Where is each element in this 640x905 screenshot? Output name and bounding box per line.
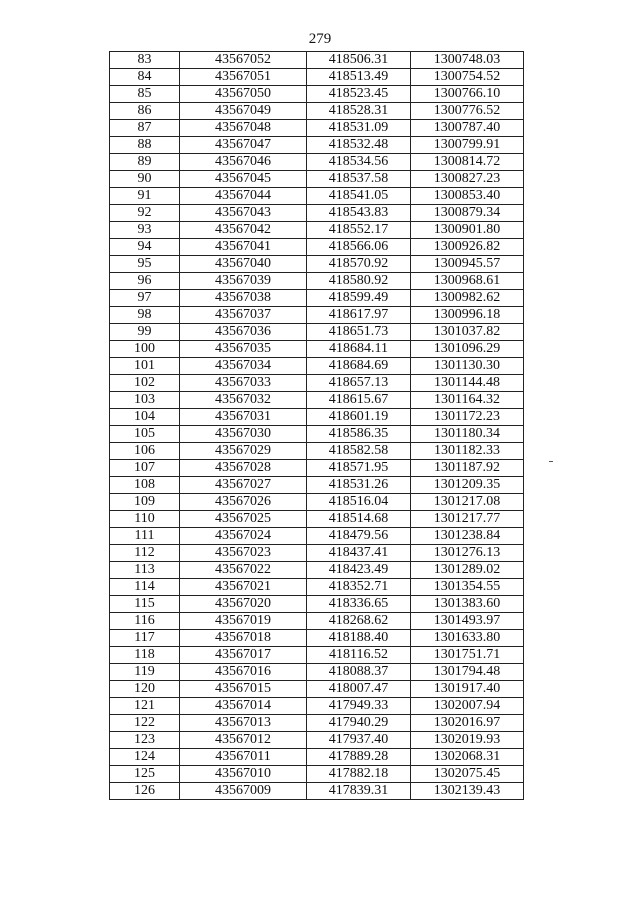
point-number-cell: 107 xyxy=(110,460,180,477)
margin-mark xyxy=(549,461,553,462)
point-id-cell: 43567037 xyxy=(180,307,307,324)
table-row xyxy=(110,460,524,477)
point-id-cell: 43567016 xyxy=(180,664,307,681)
table-row xyxy=(110,307,524,324)
table-row xyxy=(110,239,524,256)
point-id-cell: 43567046 xyxy=(180,154,307,171)
point-number-cell: 114 xyxy=(110,579,180,596)
y-coordinate-cell: 1301794.48 xyxy=(411,664,524,681)
x-coordinate-cell: 418088.37 xyxy=(307,664,411,681)
point-number-cell: 94 xyxy=(110,239,180,256)
x-coordinate-cell: 418570.92 xyxy=(307,256,411,273)
table-row xyxy=(110,137,524,154)
y-coordinate-cell: 1301217.77 xyxy=(411,511,524,528)
table-row xyxy=(110,732,524,749)
y-coordinate-cell: 1301172.23 xyxy=(411,409,524,426)
point-number-cell: 118 xyxy=(110,647,180,664)
point-id-cell: 43567027 xyxy=(180,477,307,494)
y-coordinate-cell: 1300799.91 xyxy=(411,137,524,154)
table-row xyxy=(110,715,524,732)
point-number-cell: 123 xyxy=(110,732,180,749)
point-id-cell: 43567045 xyxy=(180,171,307,188)
y-coordinate-cell: 1300901.80 xyxy=(411,222,524,239)
table-row xyxy=(110,188,524,205)
y-coordinate-cell: 1301917.40 xyxy=(411,681,524,698)
y-coordinate-cell: 1301217.08 xyxy=(411,494,524,511)
x-coordinate-cell: 418651.73 xyxy=(307,324,411,341)
table-row xyxy=(110,341,524,358)
table-row xyxy=(110,290,524,307)
point-id-cell: 43567009 xyxy=(180,783,307,800)
x-coordinate-cell: 418684.11 xyxy=(307,341,411,358)
x-coordinate-cell: 418437.41 xyxy=(307,545,411,562)
y-coordinate-cell: 1300766.10 xyxy=(411,86,524,103)
point-id-cell: 43567010 xyxy=(180,766,307,783)
point-id-cell: 43567015 xyxy=(180,681,307,698)
coordinates-table-body xyxy=(110,52,524,800)
y-coordinate-cell: 1300968.61 xyxy=(411,273,524,290)
table-row xyxy=(110,392,524,409)
y-coordinate-cell: 1301096.29 xyxy=(411,341,524,358)
x-coordinate-cell: 418615.67 xyxy=(307,392,411,409)
point-id-cell: 43567022 xyxy=(180,562,307,579)
x-coordinate-cell: 418336.65 xyxy=(307,596,411,613)
y-coordinate-cell: 1302068.31 xyxy=(411,749,524,766)
point-id-cell: 43567047 xyxy=(180,137,307,154)
y-coordinate-cell: 1301354.55 xyxy=(411,579,524,596)
x-coordinate-cell: 418586.35 xyxy=(307,426,411,443)
point-number-cell: 83 xyxy=(110,52,180,69)
y-coordinate-cell: 1300879.34 xyxy=(411,205,524,222)
point-id-cell: 43567043 xyxy=(180,205,307,222)
table-row xyxy=(110,426,524,443)
point-number-cell: 121 xyxy=(110,698,180,715)
x-coordinate-cell: 417940.29 xyxy=(307,715,411,732)
x-coordinate-cell: 417889.28 xyxy=(307,749,411,766)
table-row xyxy=(110,494,524,511)
point-number-cell: 105 xyxy=(110,426,180,443)
point-number-cell: 125 xyxy=(110,766,180,783)
point-number-cell: 89 xyxy=(110,154,180,171)
table-row xyxy=(110,52,524,69)
y-coordinate-cell: 1302075.45 xyxy=(411,766,524,783)
y-coordinate-cell: 1301130.30 xyxy=(411,358,524,375)
x-coordinate-cell: 418514.68 xyxy=(307,511,411,528)
y-coordinate-cell: 1300748.03 xyxy=(411,52,524,69)
table-row xyxy=(110,375,524,392)
x-coordinate-cell: 417839.31 xyxy=(307,783,411,800)
point-number-cell: 124 xyxy=(110,749,180,766)
x-coordinate-cell: 418506.31 xyxy=(307,52,411,69)
point-id-cell: 43567052 xyxy=(180,52,307,69)
table-row xyxy=(110,766,524,783)
y-coordinate-cell: 1301751.71 xyxy=(411,647,524,664)
x-coordinate-cell: 418601.19 xyxy=(307,409,411,426)
point-number-cell: 100 xyxy=(110,341,180,358)
table-row xyxy=(110,324,524,341)
point-number-cell: 85 xyxy=(110,86,180,103)
point-id-cell: 43567026 xyxy=(180,494,307,511)
point-number-cell: 93 xyxy=(110,222,180,239)
table-row xyxy=(110,698,524,715)
point-id-cell: 43567040 xyxy=(180,256,307,273)
y-coordinate-cell: 1300926.82 xyxy=(411,239,524,256)
point-number-cell: 87 xyxy=(110,120,180,137)
point-number-cell: 117 xyxy=(110,630,180,647)
x-coordinate-cell: 418007.47 xyxy=(307,681,411,698)
x-coordinate-cell: 417937.40 xyxy=(307,732,411,749)
table-row xyxy=(110,664,524,681)
point-number-cell: 91 xyxy=(110,188,180,205)
point-id-cell: 43567019 xyxy=(180,613,307,630)
point-number-cell: 120 xyxy=(110,681,180,698)
point-id-cell: 43567028 xyxy=(180,460,307,477)
x-coordinate-cell: 418657.13 xyxy=(307,375,411,392)
table-row xyxy=(110,749,524,766)
point-id-cell: 43567029 xyxy=(180,443,307,460)
table-row xyxy=(110,358,524,375)
x-coordinate-cell: 418528.31 xyxy=(307,103,411,120)
y-coordinate-cell: 1300982.62 xyxy=(411,290,524,307)
point-id-cell: 43567036 xyxy=(180,324,307,341)
table-row xyxy=(110,120,524,137)
table-row xyxy=(110,205,524,222)
point-id-cell: 43567042 xyxy=(180,222,307,239)
point-number-cell: 116 xyxy=(110,613,180,630)
x-coordinate-cell: 418617.97 xyxy=(307,307,411,324)
point-id-cell: 43567020 xyxy=(180,596,307,613)
table-row xyxy=(110,256,524,273)
coordinates-table xyxy=(109,51,524,800)
point-number-cell: 102 xyxy=(110,375,180,392)
x-coordinate-cell: 418352.71 xyxy=(307,579,411,596)
point-id-cell: 43567044 xyxy=(180,188,307,205)
table-row xyxy=(110,171,524,188)
point-id-cell: 43567041 xyxy=(180,239,307,256)
y-coordinate-cell: 1301164.32 xyxy=(411,392,524,409)
y-coordinate-cell: 1300945.57 xyxy=(411,256,524,273)
point-number-cell: 111 xyxy=(110,528,180,545)
point-number-cell: 96 xyxy=(110,273,180,290)
y-coordinate-cell: 1301493.97 xyxy=(411,613,524,630)
table-row xyxy=(110,579,524,596)
table-row xyxy=(110,222,524,239)
table-row xyxy=(110,630,524,647)
point-id-cell: 43567021 xyxy=(180,579,307,596)
y-coordinate-cell: 1302019.93 xyxy=(411,732,524,749)
point-number-cell: 86 xyxy=(110,103,180,120)
table-row xyxy=(110,273,524,290)
table-row xyxy=(110,783,524,800)
y-coordinate-cell: 1301383.60 xyxy=(411,596,524,613)
y-coordinate-cell: 1301180.34 xyxy=(411,426,524,443)
x-coordinate-cell: 418543.83 xyxy=(307,205,411,222)
y-coordinate-cell: 1302139.43 xyxy=(411,783,524,800)
x-coordinate-cell: 418541.05 xyxy=(307,188,411,205)
x-coordinate-cell: 418116.52 xyxy=(307,647,411,664)
y-coordinate-cell: 1301144.48 xyxy=(411,375,524,392)
x-coordinate-cell: 418566.06 xyxy=(307,239,411,256)
point-number-cell: 90 xyxy=(110,171,180,188)
point-number-cell: 104 xyxy=(110,409,180,426)
point-id-cell: 43567013 xyxy=(180,715,307,732)
x-coordinate-cell: 418552.17 xyxy=(307,222,411,239)
x-coordinate-cell: 418582.58 xyxy=(307,443,411,460)
point-number-cell: 97 xyxy=(110,290,180,307)
x-coordinate-cell: 418513.49 xyxy=(307,69,411,86)
y-coordinate-cell: 1301633.80 xyxy=(411,630,524,647)
y-coordinate-cell: 1301182.33 xyxy=(411,443,524,460)
point-id-cell: 43567012 xyxy=(180,732,307,749)
point-number-cell: 95 xyxy=(110,256,180,273)
table-row xyxy=(110,562,524,579)
point-number-cell: 106 xyxy=(110,443,180,460)
point-number-cell: 98 xyxy=(110,307,180,324)
x-coordinate-cell: 418537.58 xyxy=(307,171,411,188)
point-number-cell: 101 xyxy=(110,358,180,375)
y-coordinate-cell: 1300787.40 xyxy=(411,120,524,137)
table-row xyxy=(110,86,524,103)
coordinates-table-container xyxy=(109,51,524,800)
point-id-cell: 43567034 xyxy=(180,358,307,375)
table-row xyxy=(110,154,524,171)
table-row xyxy=(110,443,524,460)
point-id-cell: 43567032 xyxy=(180,392,307,409)
x-coordinate-cell: 417882.18 xyxy=(307,766,411,783)
table-row xyxy=(110,409,524,426)
point-id-cell: 43567035 xyxy=(180,341,307,358)
point-id-cell: 43567014 xyxy=(180,698,307,715)
x-coordinate-cell: 418531.26 xyxy=(307,477,411,494)
point-id-cell: 43567048 xyxy=(180,120,307,137)
point-number-cell: 113 xyxy=(110,562,180,579)
x-coordinate-cell: 418599.49 xyxy=(307,290,411,307)
point-id-cell: 43567049 xyxy=(180,103,307,120)
point-id-cell: 43567050 xyxy=(180,86,307,103)
point-id-cell: 43567031 xyxy=(180,409,307,426)
x-coordinate-cell: 418580.92 xyxy=(307,273,411,290)
table-row xyxy=(110,103,524,120)
page-number: 279 xyxy=(308,31,332,47)
point-number-cell: 126 xyxy=(110,783,180,800)
table-row xyxy=(110,596,524,613)
x-coordinate-cell: 418516.04 xyxy=(307,494,411,511)
x-coordinate-cell: 418531.09 xyxy=(307,120,411,137)
y-coordinate-cell: 1300827.23 xyxy=(411,171,524,188)
y-coordinate-cell: 1301238.84 xyxy=(411,528,524,545)
x-coordinate-cell: 418423.49 xyxy=(307,562,411,579)
y-coordinate-cell: 1301209.35 xyxy=(411,477,524,494)
table-row xyxy=(110,528,524,545)
x-coordinate-cell: 418532.48 xyxy=(307,137,411,154)
point-number-cell: 92 xyxy=(110,205,180,222)
x-coordinate-cell: 418523.45 xyxy=(307,86,411,103)
table-row xyxy=(110,69,524,86)
y-coordinate-cell: 1300996.18 xyxy=(411,307,524,324)
point-id-cell: 43567024 xyxy=(180,528,307,545)
table-row xyxy=(110,511,524,528)
point-number-cell: 84 xyxy=(110,69,180,86)
y-coordinate-cell: 1302007.94 xyxy=(411,698,524,715)
table-row xyxy=(110,545,524,562)
point-id-cell: 43567030 xyxy=(180,426,307,443)
table-row xyxy=(110,681,524,698)
x-coordinate-cell: 417949.33 xyxy=(307,698,411,715)
y-coordinate-cell: 1301289.02 xyxy=(411,562,524,579)
table-row xyxy=(110,647,524,664)
point-number-cell: 112 xyxy=(110,545,180,562)
point-id-cell: 43567023 xyxy=(180,545,307,562)
point-number-cell: 115 xyxy=(110,596,180,613)
y-coordinate-cell: 1300853.40 xyxy=(411,188,524,205)
point-number-cell: 103 xyxy=(110,392,180,409)
point-number-cell: 88 xyxy=(110,137,180,154)
y-coordinate-cell: 1301276.13 xyxy=(411,545,524,562)
point-id-cell: 43567051 xyxy=(180,69,307,86)
x-coordinate-cell: 418534.56 xyxy=(307,154,411,171)
point-id-cell: 43567038 xyxy=(180,290,307,307)
y-coordinate-cell: 1300814.72 xyxy=(411,154,524,171)
point-id-cell: 43567018 xyxy=(180,630,307,647)
point-number-cell: 109 xyxy=(110,494,180,511)
y-coordinate-cell: 1301037.82 xyxy=(411,324,524,341)
point-id-cell: 43567011 xyxy=(180,749,307,766)
point-id-cell: 43567039 xyxy=(180,273,307,290)
y-coordinate-cell: 1302016.97 xyxy=(411,715,524,732)
point-number-cell: 122 xyxy=(110,715,180,732)
y-coordinate-cell: 1300776.52 xyxy=(411,103,524,120)
x-coordinate-cell: 418684.69 xyxy=(307,358,411,375)
y-coordinate-cell: 1301187.92 xyxy=(411,460,524,477)
point-id-cell: 43567033 xyxy=(180,375,307,392)
point-id-cell: 43567017 xyxy=(180,647,307,664)
point-id-cell: 43567025 xyxy=(180,511,307,528)
x-coordinate-cell: 418188.40 xyxy=(307,630,411,647)
y-coordinate-cell: 1300754.52 xyxy=(411,69,524,86)
table-row xyxy=(110,613,524,630)
point-number-cell: 119 xyxy=(110,664,180,681)
point-number-cell: 108 xyxy=(110,477,180,494)
x-coordinate-cell: 418571.95 xyxy=(307,460,411,477)
table-row xyxy=(110,477,524,494)
x-coordinate-cell: 418479.56 xyxy=(307,528,411,545)
point-number-cell: 99 xyxy=(110,324,180,341)
x-coordinate-cell: 418268.62 xyxy=(307,613,411,630)
point-number-cell: 110 xyxy=(110,511,180,528)
